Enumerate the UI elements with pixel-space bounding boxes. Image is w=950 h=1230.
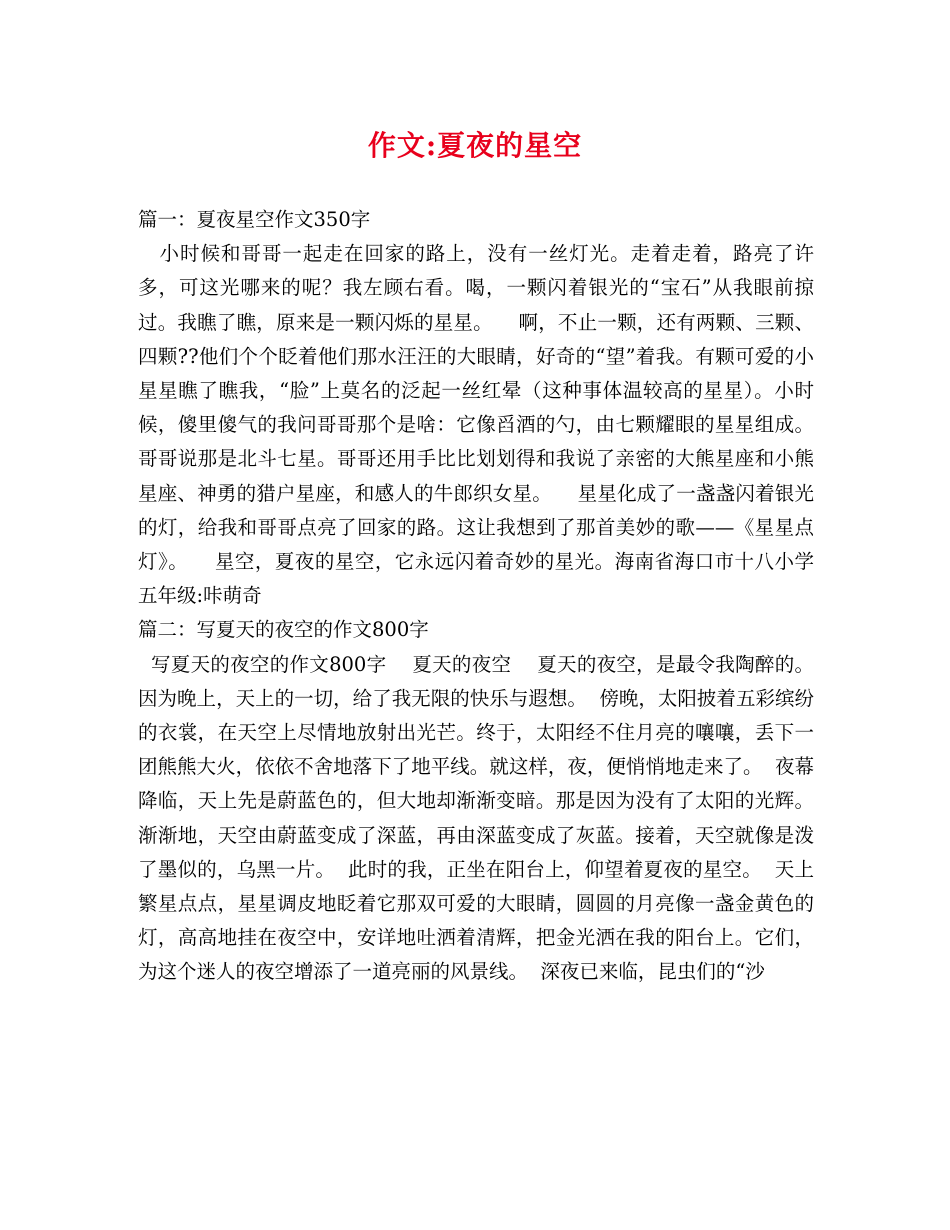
essay-paragraph-2: 写夏天的夜空的作文800字 夏天的夜空 夏天的夜空，是最令我陶醉的。因为晚上，天上的一切，给了我无限的快乐与遐想。 傍晚，太阳披着五彩缤纷的衣裳，在天空上尽情地放射出光芒。终于，太阳经不住月亮的嚷嚷，丢下一团熊熊大火，依依不舍地落下了地平线。就这样，夜，便悄悄地走来了。 夜幕降临，天上先是蔚蓝色的，但大地却渐渐变暗。那是因为没有了太阳的光辉。渐渐地，天空由蔚蓝变成了深蓝，再由深蓝变成了灰蓝。接着，天空就像是泼了墨似的，乌黑一片。 此时的我，正坐在阳台上，仰望着夏夜的星空。 天上繁星点点，星星调皮地眨着它那双可爱的大眼睛，圆圆的月亮像一盏金黄色的灯，高高地挂在夜空中，安详地吐洒着清辉，把金光洒在我的阳台上。它们，为这个迷人的夜空增添了一道亮丽的风景线。 深夜已来临，昆虫们的“沙 [138, 652, 814, 984]
section-heading-2: 篇二：写夏天的夜空的作文800字 [138, 618, 429, 642]
page-title: 作文:夏夜的星空 [367, 129, 583, 162]
essay-paragraph-1: 小时候和哥哥一起走在回家的路上，没有一丝灯光。走着走着，路亮了许多，可这光哪来的呢？我左顾右看。喝，一颗闪着银光的“宝石”从我眼前掠过。我瞧了瞧，原来是一颗闪烁的星星。 啊，不止一颗，还有两颗、三颗、四颗??他们个个眨着他们那水汪汪的大眼睛，好奇的“望”着我。有颗可爱的小星星瞧了瞧我，“脸”上莫名的泛起一丝红晕（这种事体温较高的星星）。小时候，傻里傻气的我问哥哥那个是啥：它像舀酒的勺，由七颗耀眼的星星组成。哥哥说那是北斗七星。哥哥还用手比比划划得和我说了亲密的大熊星座和小熊星座、神勇的猎户星座，和感人的牛郎织女星。 星星化成了一盏盏闪着银光的灯，给我和哥哥点亮了回家的路。这让我想到了那首美妙的歌——《星星点灯》。 星空，夏夜的星空，它永远闪着奇妙的星光。海南省海口市十八小学五年级:咔萌奇 [138, 242, 814, 608]
section-heading-1: 篇一：夏夜星空作文350字 [138, 208, 371, 231]
document-body [138, 203, 814, 990]
